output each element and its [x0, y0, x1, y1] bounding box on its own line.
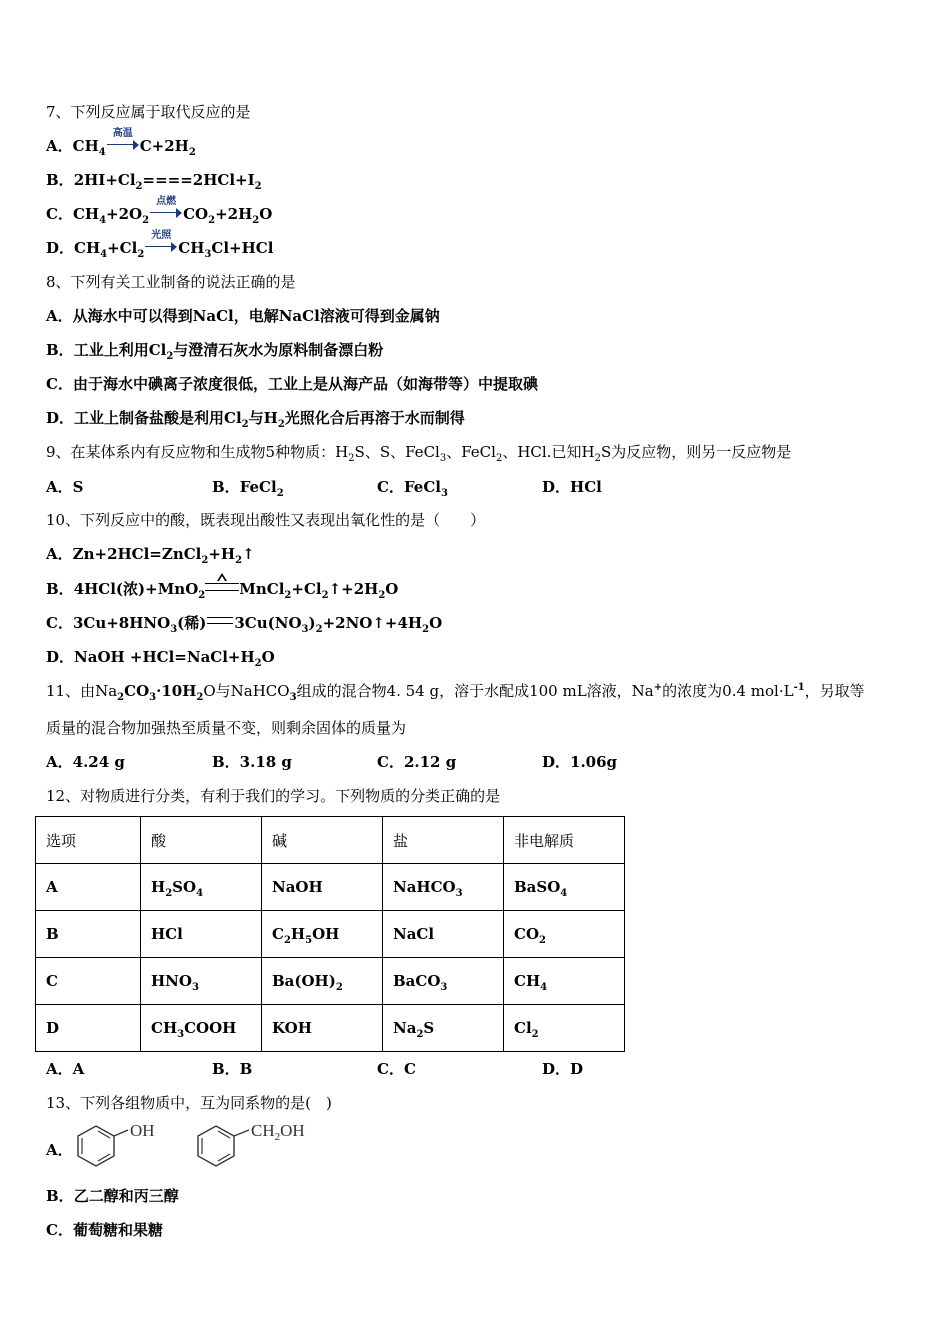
option-prefix: D．	[542, 478, 571, 496]
formula-text: 4HCl(浓)+MnO	[73, 580, 199, 598]
q12-option-d[interactable]: D．D	[542, 1060, 584, 1078]
option-text: 与澄清石灰水为原料制备漂白粉	[173, 341, 384, 359]
subscript: 2	[276, 488, 284, 499]
formula-text: 2HI+Cl	[73, 171, 136, 189]
q10-option-c[interactable]	[46, 613, 442, 633]
option-text: 工业上利用Cl	[73, 341, 167, 359]
formula-text: O	[385, 580, 399, 598]
option-prefix: B．	[46, 1187, 74, 1205]
subscript: 2	[321, 590, 329, 601]
q13-option-b[interactable]	[46, 1186, 179, 1206]
q9-option-b[interactable]	[212, 477, 284, 497]
subscript: 3	[149, 692, 157, 703]
table-cell-acid: $H_2SO_4$	[141, 864, 262, 911]
table-header-cell: 非电解质	[504, 817, 625, 864]
table-row	[36, 911, 625, 958]
stem-text: 11、由Na	[46, 682, 118, 700]
reaction-condition: 点燃	[156, 196, 177, 207]
table-header-cell: 碱	[262, 817, 383, 864]
subscript: 2	[201, 555, 209, 566]
q9-option-a[interactable]	[46, 477, 83, 497]
reaction-arrow-icon	[150, 196, 182, 218]
formula-text: +Cl	[291, 580, 322, 598]
q12-option-b[interactable]: B．B	[212, 1060, 253, 1078]
formula-text: 3Cu+8HNO	[72, 614, 171, 632]
q13-stem: 13、下列各组物质中，互为同系物的是( )	[46, 1094, 332, 1112]
subscript: 2	[252, 215, 260, 226]
option-prefix: C．	[46, 375, 73, 393]
option-text: 乙二醇和丙三醇	[73, 1187, 179, 1205]
q9-option-c[interactable]	[377, 477, 448, 497]
subscript: 4	[98, 147, 106, 158]
table-header-cell: 酸	[141, 817, 262, 864]
table-cell-salt: $Na_2S$	[383, 1005, 504, 1052]
subscript: 2	[166, 351, 174, 362]
table-cell-option: B	[36, 911, 141, 958]
option-prefix: D．	[46, 409, 75, 427]
table-cell-acid: $HNO_3$	[141, 958, 262, 1005]
q12-option-c[interactable]: C．C	[377, 1060, 416, 1078]
q10-stem: 10、下列反应中的酸，既表现出酸性又表现出氧化性的是（ ）	[46, 511, 486, 529]
option-prefix: A．	[46, 137, 73, 155]
table-cell-base: NaOH	[262, 864, 383, 911]
reaction-arrow-icon	[145, 230, 177, 252]
subscript: 2	[422, 624, 430, 635]
stem-text: CO	[124, 682, 150, 700]
subscript: 2	[208, 215, 216, 226]
formula-text: Cl+HCl	[211, 239, 274, 257]
q11-option-d[interactable]: D．1.06g	[542, 753, 618, 771]
stem-text: S为反应物，则另一反应物是	[600, 443, 792, 461]
option-text: HCl	[570, 478, 602, 496]
subscript: 2	[142, 215, 150, 226]
q11-stem-line1-full	[46, 681, 865, 701]
formula-text: C+2H	[139, 137, 189, 155]
stem-text: 9、在某体系内有反应物和生成物5种物质：H	[46, 443, 349, 461]
q10-option-d[interactable]	[46, 647, 275, 667]
formula-text: CH	[74, 239, 101, 257]
option-prefix: A．	[46, 307, 73, 325]
option-text: S	[72, 478, 84, 496]
formula-text: )	[308, 614, 316, 632]
option-prefix: C．	[46, 1221, 73, 1239]
formula-text: O	[429, 614, 443, 632]
subscript: 2	[315, 624, 323, 635]
subscript: 2	[495, 453, 503, 464]
option-prefix: B．	[46, 580, 74, 598]
subscript: 3	[170, 624, 178, 635]
subscript: 4	[100, 249, 108, 260]
formula-text: CH	[178, 239, 205, 257]
stem-text: ·10H	[156, 682, 197, 700]
superscript: -1	[793, 682, 805, 693]
q7-option-d[interactable]	[46, 230, 274, 260]
subscript: 2	[378, 590, 386, 601]
table-cell-nonelectrolyte: BaSO$_4$	[504, 864, 625, 911]
option-prefix: B．	[46, 171, 74, 189]
option-text: FeCl	[403, 478, 441, 496]
table-cell-option: D	[36, 1005, 141, 1052]
formula-text: CH	[72, 205, 100, 223]
option-text: 光照化合后再溶于水而制得	[284, 409, 465, 427]
option-prefix: D．	[46, 648, 75, 666]
subscript: 2	[135, 181, 143, 192]
formula-text: (稀)	[177, 614, 207, 632]
q11-stem-line2: 质量的混合物加强热至质量不变，则剩余固体的质量为	[46, 719, 407, 737]
subscript: 3	[204, 249, 212, 260]
q11-option-c[interactable]: C．2.12 g	[377, 753, 457, 771]
table-row	[36, 1005, 625, 1052]
option-prefix: A．	[46, 545, 73, 563]
q7-option-b[interactable]	[46, 170, 262, 190]
formula-text: +H	[208, 545, 236, 563]
q11-option-a[interactable]: A．4.24 g	[46, 753, 125, 771]
table-row	[36, 864, 625, 911]
table-cell-nonelectrolyte: $Cl_2$	[504, 1005, 625, 1052]
subscript: 2	[198, 590, 206, 601]
table-cell-acid: $CH_3COOH$	[141, 1005, 262, 1052]
phenol-structure-icon	[72, 1120, 172, 1172]
subscript: 3	[289, 692, 297, 703]
option-text: 与H	[248, 409, 278, 427]
option-prefix: C．	[46, 614, 73, 632]
formula-text: +Cl	[107, 239, 138, 257]
formula-text: ↑+2H	[328, 580, 379, 598]
table-cell-nonelectrolyte: $CH_4$	[504, 958, 625, 1005]
table-cell-base: KOH	[262, 1005, 383, 1052]
q7-stem: 7、下列反应属于取代反应的是	[46, 103, 251, 121]
subscript: 2	[254, 658, 262, 669]
formula-text: +2H	[215, 205, 253, 223]
q12-stem: 12、对物质进行分类，有利于我们的学习。下列物质的分类正确的是	[46, 787, 501, 805]
superscript: +	[653, 682, 663, 693]
q10-option-b[interactable]	[46, 579, 398, 599]
q8-stem: 8、下列有关工业制备的说法正确的是	[46, 273, 296, 291]
stem-text: 组成的混合物4. 54 g，溶于水配成100 mL溶液，Na	[296, 682, 654, 700]
table-cell-acid: HCl	[141, 911, 262, 958]
subscript: 2	[348, 453, 355, 464]
stem-text: 的浓度为0.4 mol·L	[662, 682, 794, 700]
q9-stem	[46, 442, 791, 462]
formula-text: O	[261, 648, 275, 666]
formula-text: ====2HCl+I	[142, 171, 255, 189]
table-row	[36, 958, 625, 1005]
formula-text: CO	[183, 205, 209, 223]
subscript: 2	[241, 419, 249, 430]
table-header-cell: 选项	[36, 817, 141, 864]
option-text: 由于海水中碘离子浓度很低，工业上是从海产品（如海带等）中提取碘	[72, 375, 538, 393]
option-prefix: A．	[46, 478, 73, 496]
q13-option-c[interactable]	[46, 1220, 163, 1240]
subscript: 4	[99, 215, 107, 226]
stem-text: ，另取等	[804, 682, 865, 700]
reaction-condition: 高温	[112, 128, 133, 139]
q11-option-b[interactable]: B．3.18 g	[212, 753, 292, 771]
q7-option-c[interactable]	[46, 196, 273, 226]
q8-option-b[interactable]	[46, 340, 383, 360]
table-cell-salt: NaCl	[383, 911, 504, 958]
reaction-arrow-icon	[107, 128, 139, 150]
table-cell-salt: NaHCO$_3$	[383, 864, 504, 911]
subscript: 3	[440, 488, 448, 499]
heating-sign-icon	[205, 583, 239, 591]
table-cell-salt: BaCO$_3$	[383, 958, 504, 1005]
formula-text: NaOH +HCl=NaCl+H	[74, 648, 255, 666]
stem-text: 、FeCl	[446, 443, 496, 461]
subscript: 3	[439, 453, 447, 464]
subscript: 2	[284, 590, 292, 601]
subscript: 2	[188, 147, 196, 158]
table-cell-base: $Ba(OH)_2$	[262, 958, 383, 1005]
q8-option-c[interactable]	[46, 374, 538, 394]
formula-text: 3Cu(NO	[234, 614, 302, 632]
equals-sign-icon	[207, 617, 233, 624]
formula-text: CH	[72, 137, 99, 155]
ch2oh-label: $CH_2OH$	[251, 1121, 305, 1143]
reaction-condition: 光照	[151, 230, 172, 241]
table-header-cell: 盐	[383, 817, 504, 864]
subscript: 2	[137, 249, 145, 260]
subscript: 2	[117, 692, 125, 703]
subscript: 2	[594, 453, 601, 464]
q13-option-a-prefix[interactable]: A．	[46, 1141, 73, 1159]
subscript: 2	[196, 692, 204, 703]
option-text: 葡萄糖和果糖	[72, 1221, 163, 1239]
subscript: 2	[254, 181, 262, 192]
option-text: 工业上制备盐酸是利用Cl	[74, 409, 242, 427]
subscript: 3	[301, 624, 309, 635]
subscript: 2	[277, 419, 285, 430]
table-header-row	[36, 817, 625, 864]
benzyl-alcohol-structure-icon	[194, 1120, 324, 1172]
q8-option-d[interactable]	[46, 408, 465, 428]
option-prefix: B．	[212, 478, 240, 496]
q9-option-d[interactable]	[542, 477, 602, 497]
formula-text: O	[259, 205, 273, 223]
q12-option-a[interactable]: A．A	[46, 1060, 85, 1078]
table-cell-option: A	[36, 864, 141, 911]
stem-text: 、HCl.已知H	[502, 443, 595, 461]
formula-text: Zn+2HCl=ZnCl	[72, 545, 202, 563]
formula-text: +2NO↑+4H	[322, 614, 423, 632]
option-prefix: B．	[46, 341, 74, 359]
option-prefix: C．	[46, 205, 73, 223]
option-text: 从海水中可以得到NaCl，电解NaCl溶液可得到金属钠	[72, 307, 440, 325]
option-text: FeCl	[239, 478, 277, 496]
stem-text: O与NaHCO	[203, 682, 290, 700]
formula-text: MnCl	[239, 580, 285, 598]
stem-text: S、S、FeCl	[354, 443, 440, 461]
formula-text: ↑	[242, 545, 255, 563]
classification-table	[35, 816, 625, 1052]
phenol-oh-label: OH	[130, 1121, 155, 1140]
q10-option-a[interactable]	[46, 544, 255, 564]
table-cell-base: $C_2H_5OH$	[262, 911, 383, 958]
table-cell-nonelectrolyte: $CO_2$	[504, 911, 625, 958]
table-cell-option: C	[36, 958, 141, 1005]
option-prefix: C．	[377, 478, 404, 496]
formula-text: +2O	[106, 205, 143, 223]
subscript: 2	[235, 555, 243, 566]
q8-option-a[interactable]	[46, 306, 440, 326]
q7-option-a[interactable]	[46, 128, 196, 158]
option-prefix: D．	[46, 239, 75, 257]
